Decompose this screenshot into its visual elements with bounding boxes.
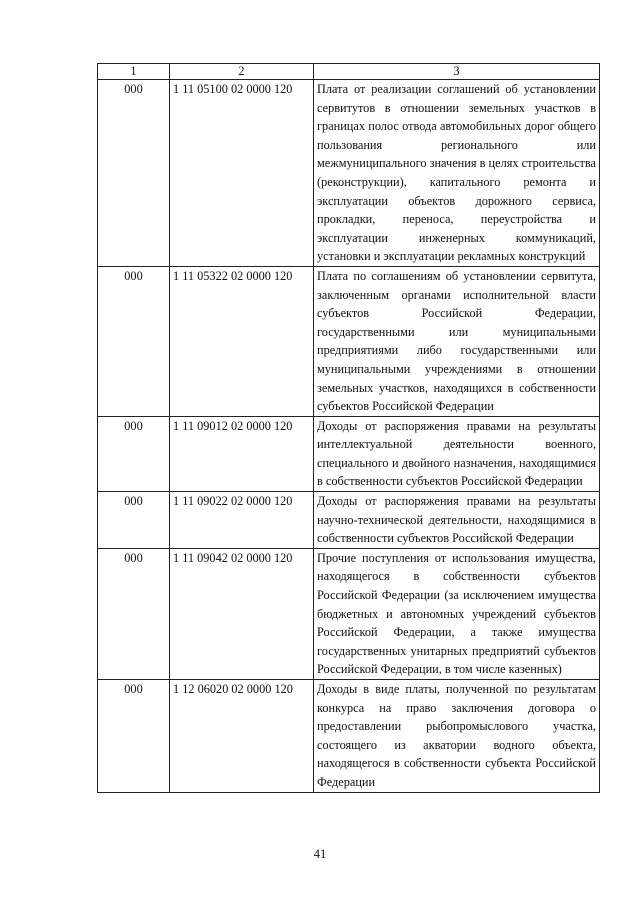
column-header-2: 2 (170, 64, 314, 80)
description-cell: Прочие поступления от использования имущества, находящегося в собственности субъектов Российской Федерации (за исключением имущества бюджетных и автономных учреждений субъектов Российской Федерации, а также имущества государственных унитарных предприятий субъектов Российской Федерации, в том числе казенных) (314, 548, 600, 679)
admin-code-cell: 000 (98, 80, 170, 267)
table-row (98, 680, 600, 793)
table-row (98, 548, 600, 679)
description-cell: Доходы в виде платы, полученной по результатам конкурса на право заключения договора о предоставлении рыбопромыслового участка, состоящего из акватории водного объекта, находящегося в собственности субъекта Российской Федерации (314, 680, 600, 793)
table-row (98, 416, 600, 491)
column-header-1: 1 (98, 64, 170, 80)
admin-code-cell: 000 (98, 680, 170, 793)
budget-code-cell: 1 11 05322 02 0000 120 (170, 266, 314, 416)
budget-code-cell: 1 11 05100 02 0000 120 (170, 80, 314, 267)
admin-code-cell: 000 (98, 416, 170, 491)
budget-code-cell: 1 11 09012 02 0000 120 (170, 416, 314, 491)
table-header-row (98, 64, 600, 80)
description-cell: Доходы от распоряжения правами на результаты научно-технической деятельности, находящимися в собственности субъектов Российской Федерации (314, 492, 600, 549)
table-row (98, 492, 600, 549)
table-row (98, 80, 600, 267)
budget-code-cell: 1 12 06020 02 0000 120 (170, 680, 314, 793)
budget-code-cell: 1 11 09042 02 0000 120 (170, 548, 314, 679)
budget-code-cell: 1 11 09022 02 0000 120 (170, 492, 314, 549)
admin-code-cell: 000 (98, 548, 170, 679)
page-number: 41 (313, 847, 327, 861)
description-cell: Доходы от распоряжения правами на результаты интеллектуальной деятельности военного, специального и двойного назначения, находящимися в собственности субъектов Российской Федерации (314, 416, 600, 491)
table-row (98, 266, 600, 416)
column-header-3: 3 (314, 64, 600, 80)
admin-code-cell: 000 (98, 266, 170, 416)
revenue-classification-table (97, 63, 600, 793)
description-cell: Плата по соглашениям об установлении сервитута, заключенным органами исполнительной власти субъектов Российской Федерации, государственными или муниципальными предприятиями либо государственными или муниципальными учреждениями в отношении земельных участков, находящихся в собственности субъектов Российской Федерации (314, 266, 600, 416)
description-cell: Плата от реализации соглашений об установлении сервитутов в отношении земельных участков в границах полос отвода автомобильных дорог общего пользования регионального или межмуниципального значения в целях строительства (реконструкции), капитального ремонта и эксплуатации объектов дорожного сервиса, прокладки, переноса, переустройства и эксплуатации инженерных коммуникаций, установки и эксплуатации рекламных конструкций (314, 80, 600, 267)
admin-code-cell: 000 (98, 492, 170, 549)
